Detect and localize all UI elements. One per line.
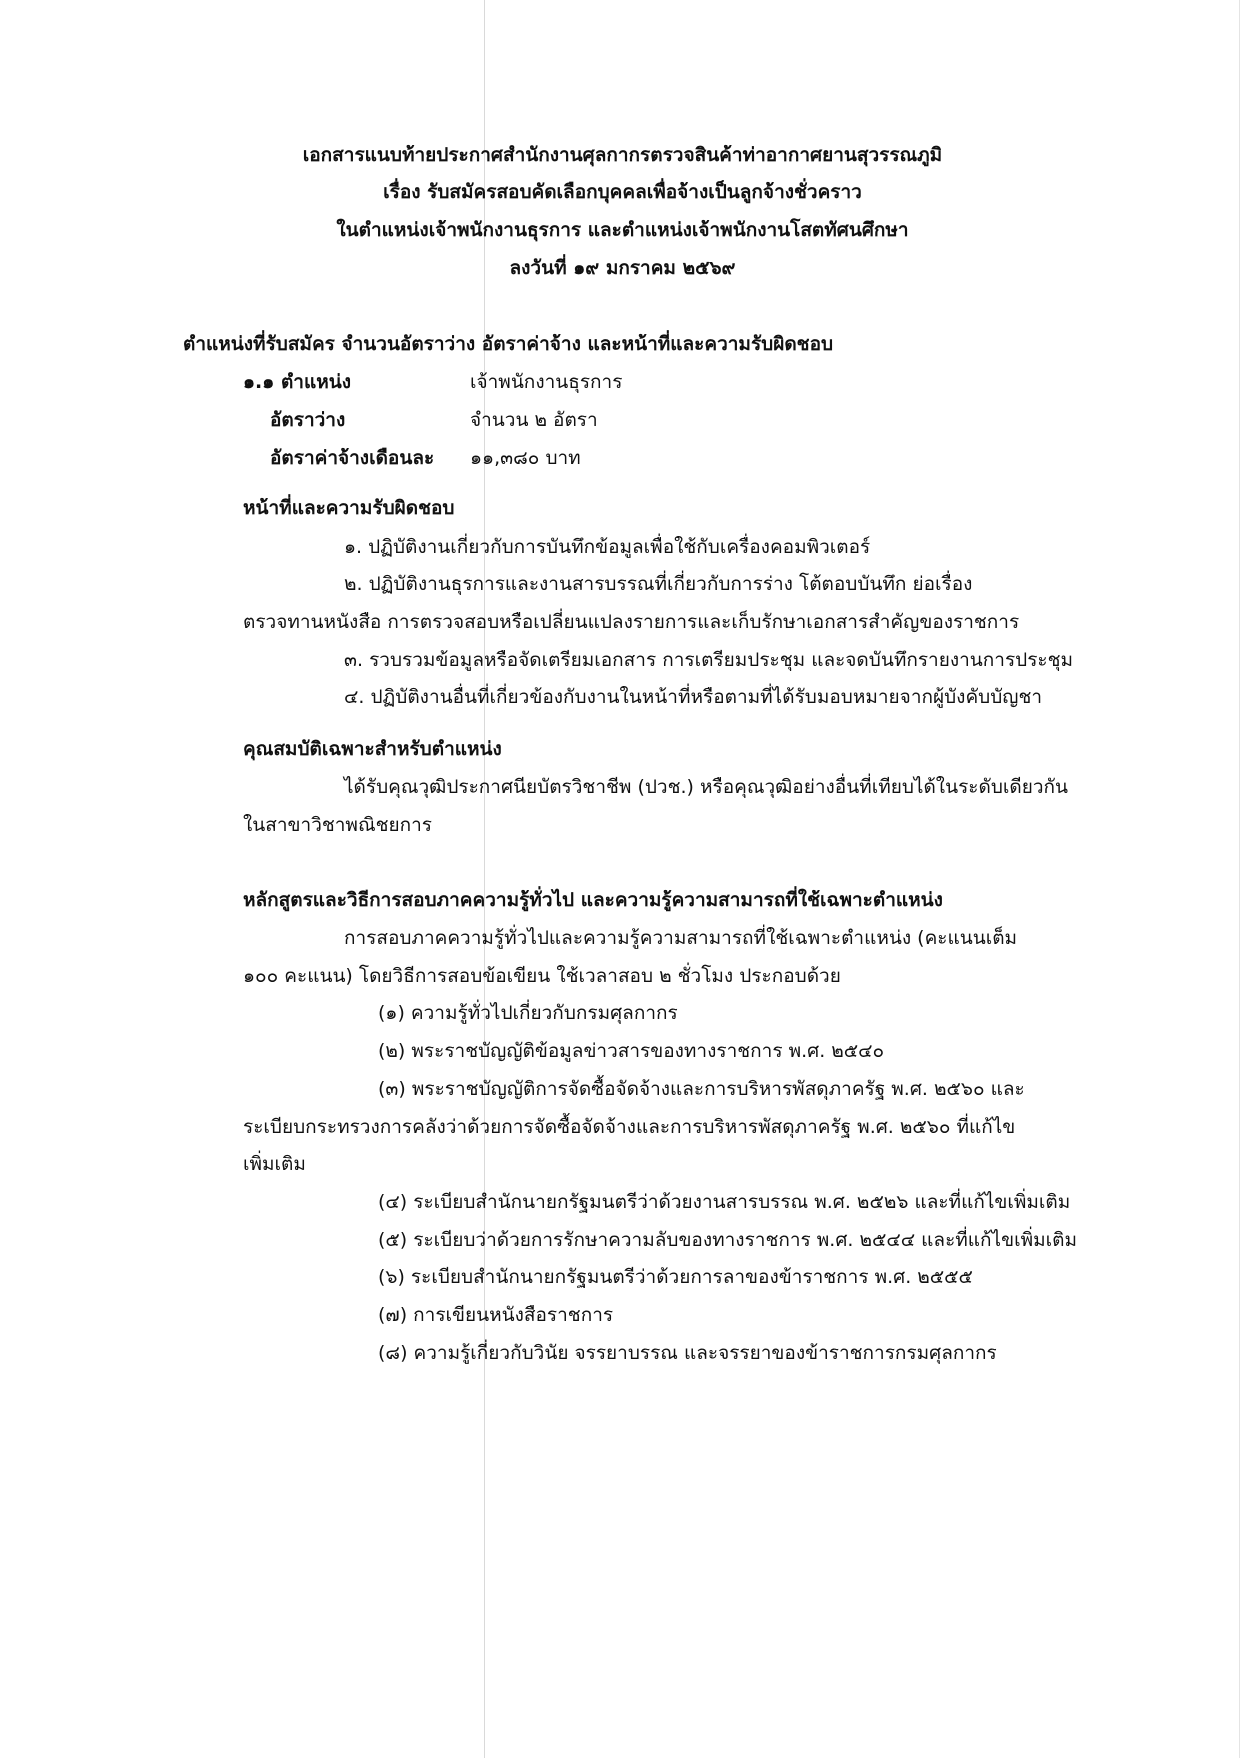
exam-item-3-line-1: (๓) พระราชบัญญัติการจัดซื้อจัดจ้างและการบริหารพัสดุภาครัฐ พ.ศ. ๒๕๖๐ และ [378, 1078, 1025, 1100]
exam-item-6: (๖) ระเบียบสำนักนายกรัฐมนตรีว่าด้วยการลาของข้าราชการ พ.ศ. ๒๕๕๕ [378, 1266, 973, 1288]
header-line-1: เอกสารแนบท้ายประกาศสำนักงานศุลกากรตรวจสินค้าท่าอากาศยานสุวรรณภูมิ [302, 144, 943, 166]
exam-item-2: (๒) พระราชบัญญัติข้อมูลข่าวสารของทางราชการ พ.ศ. ๒๕๔๐ [378, 1040, 885, 1062]
exam-intro-line-1: การสอบภาคความรู้ทั่วไปและความรู้ความสามารถที่ใช้เฉพาะตำแหน่ง (คะแนนเต็ม [344, 927, 1018, 949]
qualifications-line-2: ในสาขาวิชาพณิชยการ [243, 814, 432, 836]
exam-item-3-line-3: เพิ่มเติม [243, 1153, 306, 1175]
qualifications-heading: คุณสมบัติเฉพาะสำหรับตำแหน่ง [243, 738, 502, 760]
section-heading: ตำแหน่งที่รับสมัคร จำนวนอัตราว่าง อัตราค่าจ้าง และหน้าที่และความรับผิดชอบ [183, 333, 834, 355]
duty-item-3: ๓. รวบรวมข้อมูลหรือจัดเตรียมเอกสาร การเตรียมประชุม และจดบันทึกรายงานการประชุม [344, 649, 1074, 671]
position-label: ๑.๑ ตำแหน่ง [243, 371, 351, 393]
qualifications-line-1: ได้รับคุณวุฒิประกาศนียบัตรวิชาชีพ (ปวช.) หรือคุณวุฒิอย่างอื่นที่เทียบได้ในระดับเดียวกัน [344, 776, 1069, 798]
header-line-2: เรื่อง รับสมัครสอบคัดเลือกบุคคลเพื่อจ้างเป็นลูกจ้างชั่วคราว [383, 181, 862, 203]
duty-item-4: ๔. ปฏิบัติงานอื่นที่เกี่ยวข้องกับงานในหน้าที่หรือตามที่ได้รับมอบหมายจากผู้บังคับบัญชา [344, 686, 1043, 708]
exam-item-3-line-2: ระเบียบกระทรวงการคลังว่าด้วยการจัดซื้อจัดจ้างและการบริหารพัสดุภาครัฐ พ.ศ. ๒๕๖๐ ที่แก้ไข [243, 1116, 1016, 1138]
exam-item-1: (๑) ความรู้ทั่วไปเกี่ยวกับกรมศุลกากร [378, 1002, 678, 1024]
exam-heading: หลักสูตรและวิธีการสอบภาคความรู้ทั่วไป และความรู้ความสามารถที่ใช้เฉพาะตำแหน่ง [243, 889, 943, 911]
duties-heading: หน้าที่และความรับผิดชอบ [243, 497, 455, 519]
vacancy-label: อัตราว่าง [270, 409, 346, 431]
exam-item-7: (๗) การเขียนหนังสือราชการ [378, 1304, 614, 1326]
exam-item-8: (๘) ความรู้เกี่ยวกับวินัย จรรยาบรรณ และจรรยาของข้าราชการกรมศุลกากร [378, 1342, 997, 1364]
duty-item-1: ๑. ปฏิบัติงานเกี่ยวกับการบันทึกข้อมูลเพื่อใช้กับเครื่องคอมพิวเตอร์ [344, 536, 871, 558]
vacancy-value: จำนวน ๒ อัตรา [470, 409, 598, 431]
duty-item-2-line-1: ๒. ปฏิบัติงานธุรการและงานสารบรรณที่เกี่ยวกับการร่าง โต้ตอบบันทึก ย่อเรื่อง [344, 573, 973, 595]
header-line-3: ในตำแหน่งเจ้าพนักงานธุรการ และตำแหน่งเจ้าพนักงานโสตทัศนศึกษา [336, 219, 909, 241]
exam-item-4: (๔) ระเบียบสำนักนายกรัฐมนตรีว่าด้วยงานสารบรรณ พ.ศ. ๒๕๒๖ และที่แก้ไขเพิ่มเติม [378, 1191, 1071, 1213]
exam-item-5: (๕) ระเบียบว่าด้วยการรักษาความลับของทางราชการ พ.ศ. ๒๕๔๔ และที่แก้ไขเพิ่มเติม [378, 1229, 1077, 1251]
header-line-4: ลงวันที่ ๑๙ มกราคม ๒๕๖๙ [509, 257, 736, 279]
salary-value: ๑๑,๓๘๐ บาท [470, 447, 581, 469]
duty-item-2-line-2: ตรวจทานหนังสือ การตรวจสอบหรือเปลี่ยนแปลงรายการและเก็บรักษาเอกสารสำคัญของราชการ [243, 611, 1020, 633]
exam-intro-line-2: ๑๐๐ คะแนน) โดยวิธีการสอบข้อเขียน ใช้เวลาสอบ ๒ ชั่วโมง ประกอบด้วย [243, 965, 841, 987]
salary-label: อัตราค่าจ้างเดือนละ [270, 447, 435, 469]
position-value: เจ้าพนักงานธุรการ [470, 371, 623, 393]
